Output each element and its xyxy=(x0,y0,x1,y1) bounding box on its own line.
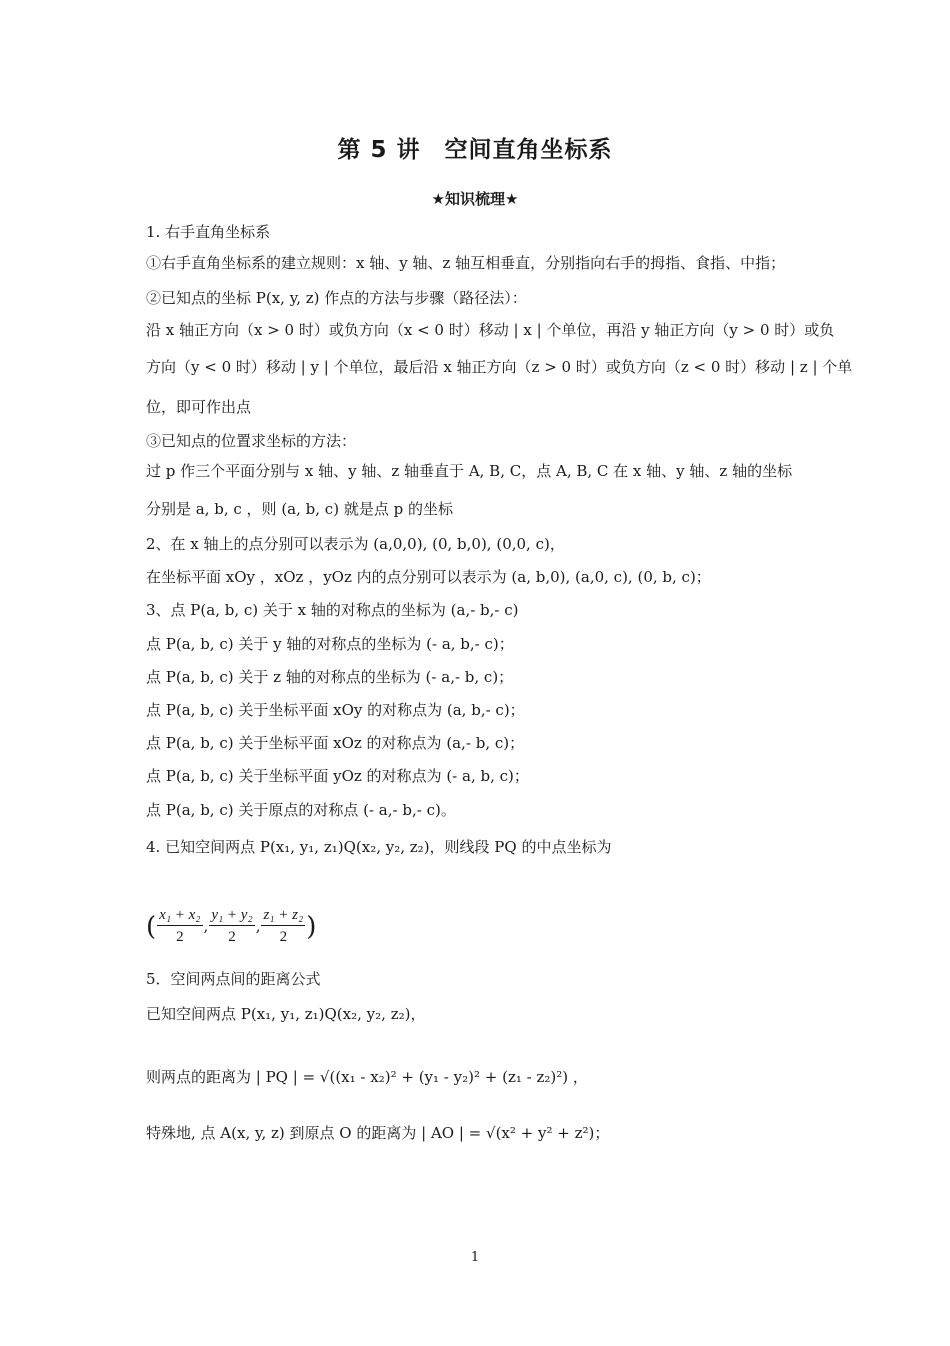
text-line: 方向（y < 0 时）移动 | y | 个单位，最后沿 x 轴正方向（z > 0 时）或负方向（z < 0 时）移动 | z | 个单 xyxy=(146,358,853,376)
text-line: 点 P(a, b, c) 关于 z 轴的对称点的坐标为 (- a,- b, c)； xyxy=(146,668,514,686)
text-line: 点 P(a, b, c) 关于 y 轴的对称点的坐标为 (- a, b,- c)； xyxy=(146,635,514,653)
text-line: 1. 右手直角坐标系 xyxy=(146,223,271,241)
text-line: 3、点 P(a, b, c) 关于 x 轴的对称点的坐标为 (a,- b,- c) xyxy=(146,601,519,619)
text-line: ③已知点的位置求坐标的方法： xyxy=(146,432,357,450)
page-title: 第 5 讲 空间直角坐标系 xyxy=(337,137,613,163)
text-line: 点 P(a, b, c) 关于坐标平面 xOy 的对称点为 (a, b,- c)； xyxy=(146,701,525,719)
fraction-numerator: z₁ + z₂ xyxy=(261,906,305,926)
midpoint-open-paren: ( xyxy=(146,912,157,942)
fraction-numerator: x₁ + x₂ xyxy=(157,906,202,926)
text-line: 位，即可作出点 xyxy=(146,398,252,416)
text-line: 特殊地, 点 A(x, y, z) 到原点 O 的距离为 | AO | = √(x² + y² + z²)； xyxy=(146,1124,610,1142)
text-line: 在坐标平面 xOy ，xOz ，yOz 内的点分别可以表示为 (a, b,0), (a,0, c), (0, b, c)； xyxy=(146,568,711,586)
section-subtitle: ★知识梳理★ xyxy=(431,190,519,208)
text-line: ②已知点的坐标 P(x, y, z) 作点的方法与步骤（路径法）： xyxy=(146,289,527,307)
text-line: 则两点的距离为 | PQ | = √((x₁ - x₂)² + (y₁ - y₂)² + (z₁ - z₂)²) ， xyxy=(146,1068,588,1086)
text-line: 5．空间两点间的距离公式 xyxy=(146,970,321,988)
fraction-denominator: 2 xyxy=(176,929,184,945)
midpoint-fraction-z xyxy=(261,906,305,948)
fraction-denominator: 2 xyxy=(228,929,236,945)
text-line: 点 P(a, b, c) 关于坐标平面 xOz 的对称点为 (a,- b, c)； xyxy=(146,734,525,752)
midpoint-fraction-x xyxy=(157,906,202,948)
text-line: 点 P(a, b, c) 关于原点的对称点 (- a,- b,- c)。 xyxy=(146,801,456,819)
text-line: 点 P(a, b, c) 关于坐标平面 yOz 的对称点为 (- a, b, c)； xyxy=(146,767,529,785)
text-line: 分别是 a, b, c ，则 (a, b, c) 就是点 p 的坐标 xyxy=(146,500,453,518)
text-line: 4. 已知空间两点 P(x₁, y₁, z₁)Q(x₂, y₂, z₂)，则线段 PQ 的中点坐标为 xyxy=(146,838,612,856)
page-number: 1 xyxy=(470,1250,480,1265)
fraction-numerator: y₁ + y₂ xyxy=(209,906,254,926)
text-line: 已知空间两点 P(x₁, y₁, z₁)Q(x₂, y₂, z₂)， xyxy=(146,1005,426,1023)
text-line: 沿 x 轴正方向（x > 0 时）或负方向（x < 0 时）移动 | x | 个单位，再沿 y 轴正方向（y > 0 时）或负 xyxy=(146,321,835,339)
midpoint-fraction-y xyxy=(209,906,254,948)
midpoint-separator: , xyxy=(203,917,209,935)
text-line: 2、在 x 轴上的点分别可以表示为 (a,0,0), (0, b,0), (0,0, c)， xyxy=(146,535,565,553)
text-line: ①右手直角坐标系的建立规则：x 轴、y 轴、z 轴互相垂直，分别指向右手的拇指、食指、中指； xyxy=(146,254,786,272)
fraction-denominator: 2 xyxy=(279,929,288,945)
midpoint-separator: , xyxy=(255,917,261,935)
midpoint-close-paren: ) xyxy=(306,912,317,942)
midpoint-formula xyxy=(146,906,826,948)
text-line: 过 p 作三个平面分别与 x 轴、y 轴、z 轴垂直于 A, B, C，点 A, B, C 在 x 轴、y 轴、z 轴的坐标 xyxy=(146,462,793,480)
